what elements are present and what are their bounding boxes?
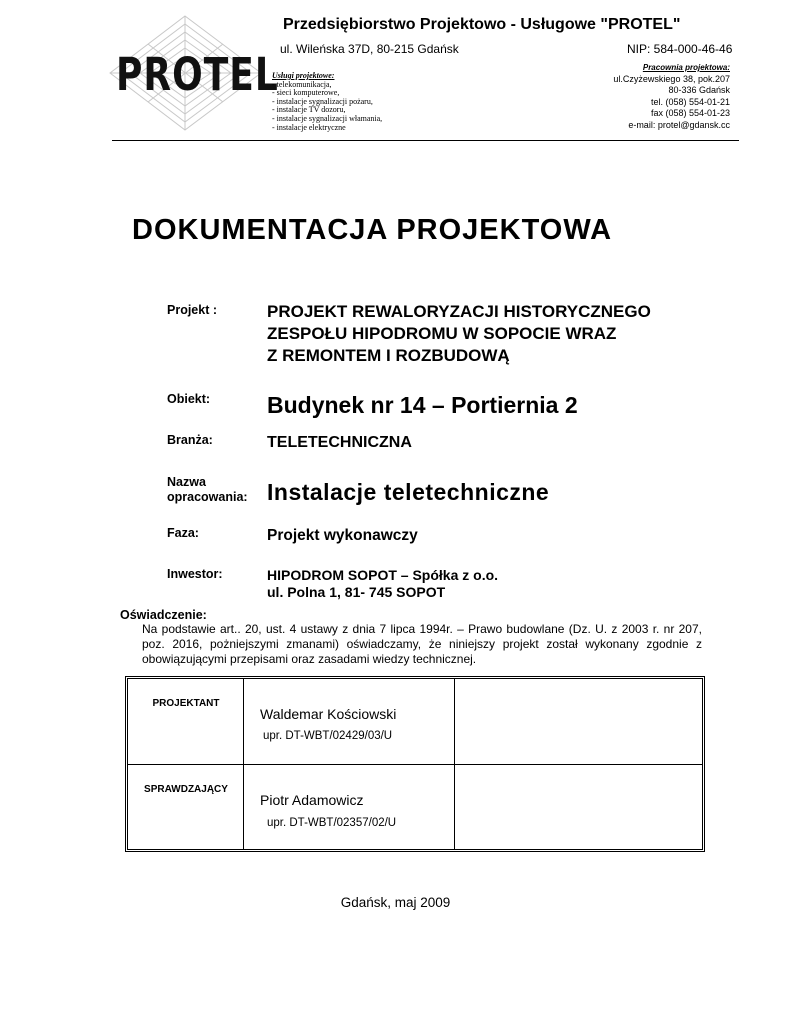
checker-role: SPRAWDZAJĄCY xyxy=(144,784,228,795)
table-divider xyxy=(128,764,702,765)
studio-line: tel. (058) 554-01-21 xyxy=(650,96,730,107)
header-divider xyxy=(112,140,739,141)
services-title: Usługi projektowe: xyxy=(272,71,335,80)
company-logo xyxy=(108,14,279,132)
service-item: - instalacje sygnalizacji pożaru, xyxy=(272,96,373,106)
services-list xyxy=(272,72,382,132)
document-title: DOKUMENTACJA PROJEKTOWA xyxy=(132,214,613,246)
branch-value: TELETECHNICZNA xyxy=(267,434,412,451)
company-name: Przedsiębiorstwo Projektowo - Usługowe "PROTEL" xyxy=(283,16,681,33)
service-item: - instalacje TV dozoru, xyxy=(272,105,346,115)
design-studio-info xyxy=(560,62,730,131)
service-item: - instalacje sygnalizacji włamania, xyxy=(272,113,383,123)
name-label-line: opracowania: xyxy=(167,490,248,504)
checker-license: upr. DT-WBT/02357/02/U xyxy=(267,817,397,829)
project-label: Projekt : xyxy=(167,303,218,317)
studio-line: 80-336 Gdańsk xyxy=(668,85,730,95)
phase-value: Projekt wykonawczy xyxy=(267,527,418,544)
logo-wordmark: PROTEL xyxy=(116,50,279,102)
project-line: ZESPOŁU HIPODROMU W SOPOCIE WRAZ xyxy=(267,324,617,343)
studio-title: Pracownia projektowa: xyxy=(642,63,730,72)
designer-name: Waldemar Kościowski xyxy=(260,706,397,722)
studio-line: fax (058) 554-01-23 xyxy=(650,108,730,118)
studio-line: e-mail: protel@gdansk.cc xyxy=(628,119,730,130)
name-value: Instalacje teletechniczne xyxy=(267,479,550,505)
phase-label: Faza: xyxy=(167,526,199,540)
declaration-text: Na podstawie art.. 20, ust. 4 ustawy z dnia 7 lipca 1994r. – Prawo budowlane (Dz. U. z 2003 r. nr 207, poz. 2016, pożniejszymi zmanami) oświadczamy, że niniejszy projekt został wykonany zgodnie z obowiązującymi przepisami oraz zasadami wiedzy technicznej. xyxy=(142,622,702,666)
place-date: Gdańsk, maj 2009 xyxy=(340,895,451,910)
service-item: - instalacje elektryczne xyxy=(272,122,346,132)
name-label xyxy=(167,475,248,505)
investor-line: ul. Polna 1, 81- 745 SOPOT xyxy=(267,584,446,600)
project-value xyxy=(267,301,651,367)
declaration-title: Oświadczenie: xyxy=(120,608,207,622)
checker-name: Piotr Adamowicz xyxy=(260,792,364,808)
investor-label: Inwestor: xyxy=(167,567,223,581)
studio-line: ul.Czyżewskiego 38, pok.207 xyxy=(613,73,730,84)
branch-label: Branża: xyxy=(167,433,213,447)
service-item: - sieci komputerowe, xyxy=(272,88,340,98)
service-item: - telekomunikacja, xyxy=(272,79,332,89)
investor-line: HIPODROM SOPOT – Spółka z o.o. xyxy=(267,567,499,583)
designer-role: PROJEKTANT xyxy=(152,698,220,709)
project-line: Z REMONTEM I ROZBUDOWĄ xyxy=(267,346,510,365)
investor-value xyxy=(267,567,498,601)
object-label: Obiekt: xyxy=(167,392,211,406)
signature-table xyxy=(125,676,705,852)
company-nip: NIP: 584-000-46-46 xyxy=(627,42,733,56)
project-line: PROJEKT REWALORYZACJI HISTORYCZNEGO xyxy=(267,302,651,321)
company-address: ul. Wileńska 37D, 80-215 Gdańsk xyxy=(280,42,459,56)
name-label-line: Nazwa xyxy=(167,475,206,489)
object-value: Budynek nr 14 – Portiernia 2 xyxy=(267,392,578,418)
designer-license: upr. DT-WBT/02429/03/U xyxy=(263,730,393,742)
